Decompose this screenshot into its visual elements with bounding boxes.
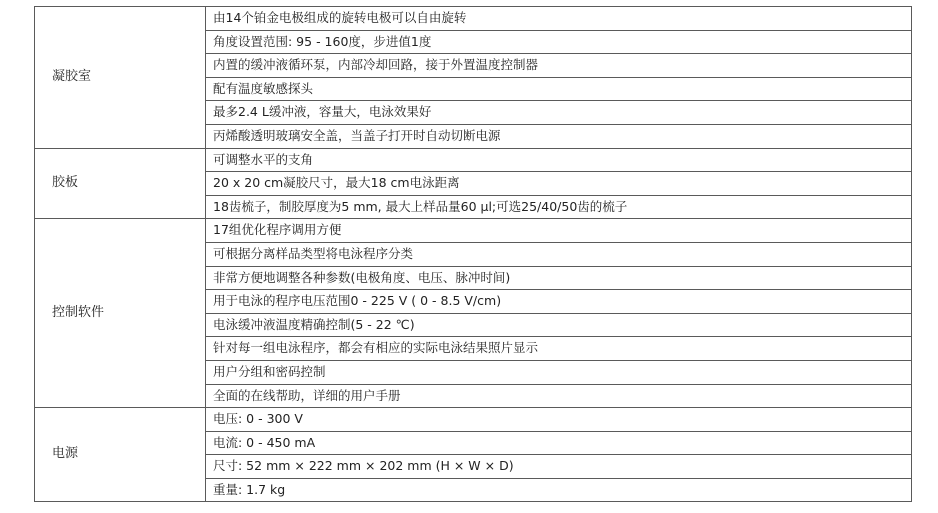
table-row bbox=[35, 148, 912, 172]
spec-cell: 尺寸: 52 mm × 222 mm × 202 mm (H × W × D) bbox=[206, 455, 912, 479]
table-row bbox=[35, 7, 912, 31]
spec-table-body bbox=[35, 7, 912, 502]
spec-cell: 全面的在线帮助，详细的用户手册 bbox=[206, 384, 912, 408]
table-row bbox=[35, 408, 912, 432]
spec-cell: 由14个铂金电极组成的旋转电极可以自由旋转 bbox=[206, 7, 912, 31]
spec-cell: 配有温度敏感探头 bbox=[206, 77, 912, 101]
spec-cell: 针对每一组电泳程序，都会有相应的实际电泳结果照片显示 bbox=[206, 337, 912, 361]
spec-cell: 17组优化程序调用方便 bbox=[206, 219, 912, 243]
spec-cell: 电压: 0 - 300 V bbox=[206, 408, 912, 432]
category-cell: 胶板 bbox=[35, 148, 206, 219]
spec-cell: 18齿梳子，制胶厚度为5 mm, 最大上样品量60 µl;可选25/40/50齿的梳子 bbox=[206, 195, 912, 219]
spec-table bbox=[34, 6, 912, 502]
spec-cell: 可调整水平的支角 bbox=[206, 148, 912, 172]
table-row bbox=[35, 219, 912, 243]
spec-cell: 电泳缓冲液温度精确控制(5 - 22 ℃) bbox=[206, 313, 912, 337]
spec-cell: 最多2.4 L缓冲液，容量大，电泳效果好 bbox=[206, 101, 912, 125]
category-cell: 电源 bbox=[35, 408, 206, 502]
spec-cell: 可根据分离样品类型将电泳程序分类 bbox=[206, 242, 912, 266]
spec-cell: 非常方便地调整各种参数(电极角度、电压、脉冲时间) bbox=[206, 266, 912, 290]
spec-cell: 丙烯酸透明玻璃安全盖，当盖子打开时自动切断电源 bbox=[206, 124, 912, 148]
category-cell: 控制软件 bbox=[35, 219, 206, 408]
spec-cell: 20 x 20 cm凝胶尺寸，最大18 cm电泳距离 bbox=[206, 172, 912, 196]
spec-cell: 电流: 0 - 450 mA bbox=[206, 431, 912, 455]
category-cell: 凝胶室 bbox=[35, 7, 206, 149]
spec-cell: 内置的缓冲液循环泵，内部冷却回路，接于外置温度控制器 bbox=[206, 54, 912, 78]
spec-cell: 重量: 1.7 kg bbox=[206, 478, 912, 502]
spec-cell: 用户分组和密码控制 bbox=[206, 360, 912, 384]
spec-cell: 用于电泳的程序电压范围0 - 225 V ( 0 - 8.5 V/cm) bbox=[206, 290, 912, 314]
spec-cell: 角度设置范围: 95 - 160度，步进值1度 bbox=[206, 30, 912, 54]
